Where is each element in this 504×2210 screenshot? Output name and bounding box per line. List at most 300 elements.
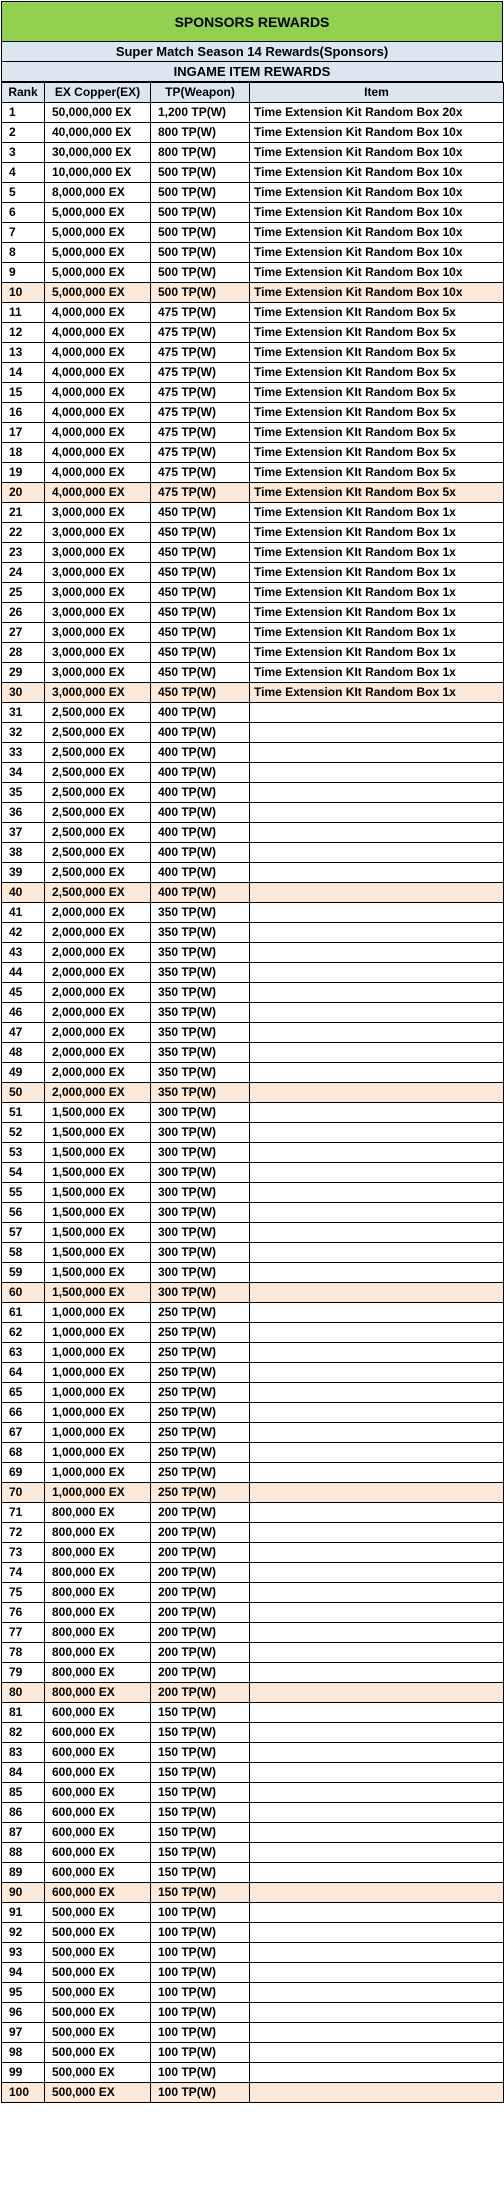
table-row [2, 1023, 504, 1043]
ex-copper-cell: 10,000,000 EX [45, 163, 151, 183]
table-row [2, 1103, 504, 1123]
table-row [2, 883, 504, 903]
ex-copper-cell: 2,000,000 EX [45, 963, 151, 983]
rank-cell: 51 [2, 1103, 45, 1123]
tp-weapon-cell: 450 TP(W) [151, 683, 250, 703]
table-row [2, 1203, 504, 1223]
table-row [2, 903, 504, 923]
item-cell [250, 1563, 504, 1583]
ex-copper-cell: 500,000 EX [45, 2043, 151, 2063]
table-row [2, 1243, 504, 1263]
rank-cell: 59 [2, 1263, 45, 1283]
tp-weapon-cell: 100 TP(W) [151, 1903, 250, 1923]
ex-copper-cell: 3,000,000 EX [45, 583, 151, 603]
table-row [2, 923, 504, 943]
table-row [2, 303, 504, 323]
rank-cell: 9 [2, 263, 45, 283]
ex-copper-cell: 3,000,000 EX [45, 623, 151, 643]
ex-copper-cell: 800,000 EX [45, 1503, 151, 1523]
tp-weapon-cell: 475 TP(W) [151, 383, 250, 403]
ex-copper-cell: 30,000,000 EX [45, 143, 151, 163]
tp-weapon-cell: 400 TP(W) [151, 763, 250, 783]
item-cell [250, 963, 504, 983]
ex-copper-cell: 500,000 EX [45, 2003, 151, 2023]
item-cell [250, 1083, 504, 1103]
item-cell [250, 1883, 504, 1903]
item-cell [250, 943, 504, 963]
rank-cell: 91 [2, 1903, 45, 1923]
tp-weapon-cell: 300 TP(W) [151, 1243, 250, 1263]
item-cell: Time Extension KIt Random Box 5x [250, 403, 504, 423]
table-row [2, 1063, 504, 1083]
table-row [2, 1543, 504, 1563]
item-cell: Time Extension Kit Random Box 10x [250, 263, 504, 283]
ex-copper-cell: 5,000,000 EX [45, 283, 151, 303]
ex-copper-cell: 800,000 EX [45, 1543, 151, 1563]
tp-weapon-cell: 100 TP(W) [151, 1943, 250, 1963]
table-row [2, 1323, 504, 1343]
ex-copper-cell: 600,000 EX [45, 1743, 151, 1763]
tp-weapon-cell: 400 TP(W) [151, 723, 250, 743]
table-row [2, 523, 504, 543]
tp-weapon-cell: 350 TP(W) [151, 1063, 250, 1083]
tp-weapon-cell: 250 TP(W) [151, 1463, 250, 1483]
item-cell [250, 1163, 504, 1183]
rank-cell: 54 [2, 1163, 45, 1183]
rank-cell: 38 [2, 843, 45, 863]
table-row [2, 823, 504, 843]
tp-weapon-cell: 500 TP(W) [151, 243, 250, 263]
table-row [2, 583, 504, 603]
ex-copper-cell: 2,500,000 EX [45, 803, 151, 823]
tp-weapon-cell: 200 TP(W) [151, 1523, 250, 1543]
table-row [2, 663, 504, 683]
tp-weapon-cell: 800 TP(W) [151, 143, 250, 163]
tp-weapon-cell: 250 TP(W) [151, 1443, 250, 1463]
ex-copper-cell: 800,000 EX [45, 1643, 151, 1663]
item-cell: Time Extension KIt Random Box 5x [250, 443, 504, 463]
ex-copper-cell: 1,500,000 EX [45, 1243, 151, 1263]
tp-weapon-cell: 400 TP(W) [151, 823, 250, 843]
tp-weapon-cell: 100 TP(W) [151, 2043, 250, 2063]
rank-cell: 95 [2, 1983, 45, 2003]
table-row [2, 1003, 504, 1023]
ex-copper-cell: 800,000 EX [45, 1683, 151, 1703]
rank-cell: 88 [2, 1843, 45, 1863]
tp-weapon-cell: 350 TP(W) [151, 963, 250, 983]
ex-copper-cell: 1,500,000 EX [45, 1143, 151, 1163]
ex-copper-cell: 800,000 EX [45, 1603, 151, 1623]
ex-copper-cell: 600,000 EX [45, 1783, 151, 1803]
item-cell: Time Extension KIt Random Box 1x [250, 623, 504, 643]
item-cell [250, 1583, 504, 1603]
rank-cell: 87 [2, 1823, 45, 1843]
ex-copper-cell: 2,000,000 EX [45, 1043, 151, 1063]
rank-cell: 6 [2, 203, 45, 223]
tp-weapon-cell: 475 TP(W) [151, 403, 250, 423]
tp-weapon-cell: 450 TP(W) [151, 663, 250, 683]
table-row [2, 2043, 504, 2063]
rank-cell: 2 [2, 123, 45, 143]
tp-weapon-cell: 475 TP(W) [151, 323, 250, 343]
tp-weapon-cell: 200 TP(W) [151, 1683, 250, 1703]
ex-copper-cell: 4,000,000 EX [45, 303, 151, 323]
rank-cell: 84 [2, 1763, 45, 1783]
ex-copper-cell: 5,000,000 EX [45, 203, 151, 223]
item-cell: Time Extension Kit Random Box 10x [250, 143, 504, 163]
rank-cell: 72 [2, 1523, 45, 1543]
season-title: Super Match Season 14 Rewards(Sponsors) [1, 42, 503, 62]
table-row [2, 1583, 504, 1603]
item-cell: Time Extension Kit Random Box 10x [250, 183, 504, 203]
rank-cell: 29 [2, 663, 45, 683]
table-row [2, 2023, 504, 2043]
ex-copper-cell: 500,000 EX [45, 1923, 151, 1943]
table-row [2, 403, 504, 423]
rank-cell: 11 [2, 303, 45, 323]
tp-weapon-cell: 475 TP(W) [151, 463, 250, 483]
tp-weapon-cell: 800 TP(W) [151, 123, 250, 143]
rank-cell: 97 [2, 2023, 45, 2043]
tp-weapon-cell: 200 TP(W) [151, 1583, 250, 1603]
item-cell [250, 1943, 504, 1963]
rank-cell: 77 [2, 1623, 45, 1643]
tp-weapon-cell: 400 TP(W) [151, 843, 250, 863]
table-row [2, 863, 504, 883]
table-row [2, 2003, 504, 2023]
ex-copper-cell: 4,000,000 EX [45, 343, 151, 363]
item-cell [250, 1483, 504, 1503]
ex-copper-cell: 2,000,000 EX [45, 1063, 151, 1083]
tp-weapon-cell: 250 TP(W) [151, 1323, 250, 1343]
tp-weapon-cell: 450 TP(W) [151, 643, 250, 663]
rank-cell: 39 [2, 863, 45, 883]
table-row [2, 1143, 504, 1163]
table-row [2, 483, 504, 503]
ex-copper-cell: 5,000,000 EX [45, 223, 151, 243]
table-row [2, 2083, 504, 2103]
ex-copper-cell: 500,000 EX [45, 1983, 151, 2003]
item-cell [250, 1303, 504, 1323]
item-cell [250, 1823, 504, 1843]
ex-copper-cell: 1,000,000 EX [45, 1483, 151, 1503]
tp-weapon-cell: 400 TP(W) [151, 883, 250, 903]
ex-copper-cell: 2,000,000 EX [45, 1003, 151, 1023]
ex-copper-cell: 600,000 EX [45, 1763, 151, 1783]
item-cell [250, 1183, 504, 1203]
tp-weapon-cell: 350 TP(W) [151, 903, 250, 923]
table-row [2, 1303, 504, 1323]
table-row [2, 1803, 504, 1823]
tp-weapon-cell: 500 TP(W) [151, 203, 250, 223]
item-cell: Time Extension KIt Random Box 1x [250, 503, 504, 523]
tp-weapon-cell: 100 TP(W) [151, 2083, 250, 2103]
ex-copper-cell: 600,000 EX [45, 1723, 151, 1743]
ex-copper-cell: 600,000 EX [45, 1883, 151, 1903]
ex-copper-cell: 4,000,000 EX [45, 483, 151, 503]
rank-cell: 22 [2, 523, 45, 543]
ex-copper-cell: 1,500,000 EX [45, 1283, 151, 1303]
rank-cell: 34 [2, 763, 45, 783]
header-row [2, 83, 504, 103]
table-row [2, 2063, 504, 2083]
table-row [2, 1443, 504, 1463]
ex-copper-cell: 2,000,000 EX [45, 983, 151, 1003]
table-row [2, 1743, 504, 1763]
rank-cell: 76 [2, 1603, 45, 1623]
rank-cell: 70 [2, 1483, 45, 1503]
rank-cell: 43 [2, 943, 45, 963]
table-row [2, 1283, 504, 1303]
item-cell [250, 2083, 504, 2103]
ingame-rewards-heading: INGAME ITEM REWARDS [1, 62, 503, 82]
table-row [2, 443, 504, 463]
table-row [2, 983, 504, 1003]
tp-weapon-cell: 350 TP(W) [151, 943, 250, 963]
ex-copper-cell: 500,000 EX [45, 2083, 151, 2103]
ex-copper-cell: 500,000 EX [45, 1963, 151, 1983]
item-cell [250, 1523, 504, 1543]
table-row [2, 203, 504, 223]
tp-weapon-cell: 200 TP(W) [151, 1623, 250, 1643]
rank-cell: 25 [2, 583, 45, 603]
ex-copper-cell: 3,000,000 EX [45, 683, 151, 703]
ex-copper-cell: 1,000,000 EX [45, 1423, 151, 1443]
table-row [2, 503, 504, 523]
sponsors-rewards-banner: SPONSORS REWARDS [1, 1, 503, 42]
rank-cell: 41 [2, 903, 45, 923]
table-row [2, 1783, 504, 1803]
table-row [2, 683, 504, 703]
item-cell [250, 1843, 504, 1863]
tp-weapon-cell: 400 TP(W) [151, 703, 250, 723]
ex-copper-cell: 2,500,000 EX [45, 863, 151, 883]
tp-weapon-cell: 350 TP(W) [151, 983, 250, 1003]
rank-cell: 20 [2, 483, 45, 503]
ex-copper-cell: 2,500,000 EX [45, 763, 151, 783]
item-cell: Time Extension KIt Random Box 1x [250, 603, 504, 623]
ex-copper-cell: 2,500,000 EX [45, 843, 151, 863]
rank-cell: 13 [2, 343, 45, 363]
rank-cell: 31 [2, 703, 45, 723]
table-row [2, 163, 504, 183]
item-cell [250, 1803, 504, 1823]
table-row [2, 1663, 504, 1683]
item-cell [250, 1963, 504, 1983]
table-row [2, 1083, 504, 1103]
ex-copper-cell: 1,000,000 EX [45, 1383, 151, 1403]
item-cell [250, 923, 504, 943]
item-cell [250, 1743, 504, 1763]
rank-cell: 83 [2, 1743, 45, 1763]
tp-weapon-cell: 200 TP(W) [151, 1663, 250, 1683]
rank-cell: 46 [2, 1003, 45, 1023]
ex-copper-header: EX Copper(EX) [45, 83, 151, 103]
tp-weapon-cell: 100 TP(W) [151, 2063, 250, 2083]
item-cell [250, 1323, 504, 1343]
table-row [2, 323, 504, 343]
tp-weapon-cell: 400 TP(W) [151, 803, 250, 823]
item-cell [250, 763, 504, 783]
rank-cell: 15 [2, 383, 45, 403]
ex-copper-cell: 3,000,000 EX [45, 503, 151, 523]
rank-cell: 73 [2, 1543, 45, 1563]
table-row [2, 1423, 504, 1443]
ex-copper-cell: 1,500,000 EX [45, 1223, 151, 1243]
rank-cell: 68 [2, 1443, 45, 1463]
rank-cell: 21 [2, 503, 45, 523]
item-cell [250, 1063, 504, 1083]
rewards-table-body [2, 103, 504, 2103]
tp-weapon-cell: 300 TP(W) [151, 1263, 250, 1283]
item-cell [250, 1263, 504, 1283]
ex-copper-cell: 1,500,000 EX [45, 1203, 151, 1223]
ex-copper-cell: 4,000,000 EX [45, 443, 151, 463]
item-cell [250, 1783, 504, 1803]
rank-cell: 48 [2, 1043, 45, 1063]
item-header: Item [250, 83, 504, 103]
tp-weapon-cell: 500 TP(W) [151, 283, 250, 303]
item-cell [250, 1363, 504, 1383]
table-row [2, 1123, 504, 1143]
tp-weapon-cell: 475 TP(W) [151, 443, 250, 463]
item-cell [250, 1403, 504, 1423]
tp-weapon-cell: 100 TP(W) [151, 1963, 250, 1983]
tp-weapon-cell: 250 TP(W) [151, 1363, 250, 1383]
rank-cell: 37 [2, 823, 45, 843]
ex-copper-cell: 1,000,000 EX [45, 1303, 151, 1323]
table-row [2, 963, 504, 983]
tp-weapon-cell: 200 TP(W) [151, 1543, 250, 1563]
rank-cell: 53 [2, 1143, 45, 1163]
item-cell [250, 1723, 504, 1743]
item-cell [250, 1003, 504, 1023]
ex-copper-cell: 2,500,000 EX [45, 883, 151, 903]
item-cell [250, 983, 504, 1003]
table-row [2, 1623, 504, 1643]
table-row [2, 1883, 504, 1903]
rank-cell: 49 [2, 1063, 45, 1083]
ex-copper-cell: 5,000,000 EX [45, 263, 151, 283]
tp-weapon-cell: 300 TP(W) [151, 1143, 250, 1163]
item-cell [250, 1983, 504, 2003]
ex-copper-cell: 3,000,000 EX [45, 563, 151, 583]
item-cell [250, 1023, 504, 1043]
table-row [2, 1963, 504, 1983]
tp-weapon-cell: 150 TP(W) [151, 1763, 250, 1783]
item-cell [250, 1763, 504, 1783]
tp-weapon-cell: 475 TP(W) [151, 363, 250, 383]
item-cell [250, 743, 504, 763]
tp-weapon-cell: 150 TP(W) [151, 1743, 250, 1763]
rank-cell: 26 [2, 603, 45, 623]
tp-weapon-cell: 400 TP(W) [151, 743, 250, 763]
ex-copper-cell: 40,000,000 EX [45, 123, 151, 143]
rank-cell: 45 [2, 983, 45, 1003]
tp-weapon-cell: 150 TP(W) [151, 1783, 250, 1803]
ex-copper-cell: 800,000 EX [45, 1663, 151, 1683]
table-row [2, 363, 504, 383]
tp-weapon-cell: 475 TP(W) [151, 343, 250, 363]
tp-weapon-cell: 150 TP(W) [151, 1803, 250, 1823]
item-cell: Time Extension KIt Random Box 5x [250, 483, 504, 503]
table-row [2, 243, 504, 263]
item-cell [250, 823, 504, 843]
item-cell [250, 1503, 504, 1523]
table-row [2, 1863, 504, 1883]
item-cell: Time Extension KIt Random Box 5x [250, 323, 504, 343]
tp-weapon-cell: 100 TP(W) [151, 2003, 250, 2023]
item-cell [250, 1923, 504, 1943]
ex-copper-cell: 3,000,000 EX [45, 663, 151, 683]
tp-weapon-header: TP(Weapon) [151, 83, 250, 103]
table-row [2, 763, 504, 783]
tp-weapon-cell: 500 TP(W) [151, 263, 250, 283]
rank-cell: 79 [2, 1663, 45, 1683]
item-cell [250, 1623, 504, 1643]
rank-cell: 80 [2, 1683, 45, 1703]
rank-cell: 47 [2, 1023, 45, 1043]
item-cell: Time Extension Kit Random Box 10x [250, 203, 504, 223]
tp-weapon-cell: 250 TP(W) [151, 1483, 250, 1503]
tp-weapon-cell: 450 TP(W) [151, 603, 250, 623]
rank-cell: 93 [2, 1943, 45, 1963]
ex-copper-cell: 1,000,000 EX [45, 1363, 151, 1383]
ex-copper-cell: 2,500,000 EX [45, 823, 151, 843]
tp-weapon-cell: 200 TP(W) [151, 1563, 250, 1583]
item-cell [250, 1863, 504, 1883]
table-row [2, 1183, 504, 1203]
item-cell [250, 1243, 504, 1263]
ex-copper-cell: 2,500,000 EX [45, 723, 151, 743]
item-cell: Time Extension Kit Random Box 20x [250, 103, 504, 123]
tp-weapon-cell: 250 TP(W) [151, 1403, 250, 1423]
table-row [2, 1703, 504, 1723]
rank-cell: 57 [2, 1223, 45, 1243]
item-cell [250, 1203, 504, 1223]
table-row [2, 223, 504, 243]
rank-cell: 100 [2, 2083, 45, 2103]
item-cell: Time Extension KIt Random Box 5x [250, 303, 504, 323]
rank-cell: 85 [2, 1783, 45, 1803]
tp-weapon-cell: 100 TP(W) [151, 1923, 250, 1943]
ex-copper-cell: 2,000,000 EX [45, 1023, 151, 1043]
item-cell [250, 1463, 504, 1483]
ex-copper-cell: 2,500,000 EX [45, 703, 151, 723]
table-row [2, 803, 504, 823]
item-cell [250, 1663, 504, 1683]
tp-weapon-cell: 1,200 TP(W) [151, 103, 250, 123]
table-row [2, 183, 504, 203]
tp-weapon-cell: 500 TP(W) [151, 183, 250, 203]
rank-cell: 36 [2, 803, 45, 823]
tp-weapon-cell: 300 TP(W) [151, 1163, 250, 1183]
item-cell [250, 1423, 504, 1443]
tp-weapon-cell: 450 TP(W) [151, 623, 250, 643]
item-cell [250, 783, 504, 803]
table-row [2, 783, 504, 803]
rank-cell: 10 [2, 283, 45, 303]
ex-copper-cell: 4,000,000 EX [45, 403, 151, 423]
rank-cell: 62 [2, 1323, 45, 1343]
table-row [2, 1923, 504, 1943]
ex-copper-cell: 1,000,000 EX [45, 1403, 151, 1423]
item-cell [250, 1283, 504, 1303]
item-cell: Time Extension KIt Random Box 5x [250, 423, 504, 443]
rank-header: Rank [2, 83, 45, 103]
rank-cell: 52 [2, 1123, 45, 1143]
ex-copper-cell: 500,000 EX [45, 1943, 151, 1963]
